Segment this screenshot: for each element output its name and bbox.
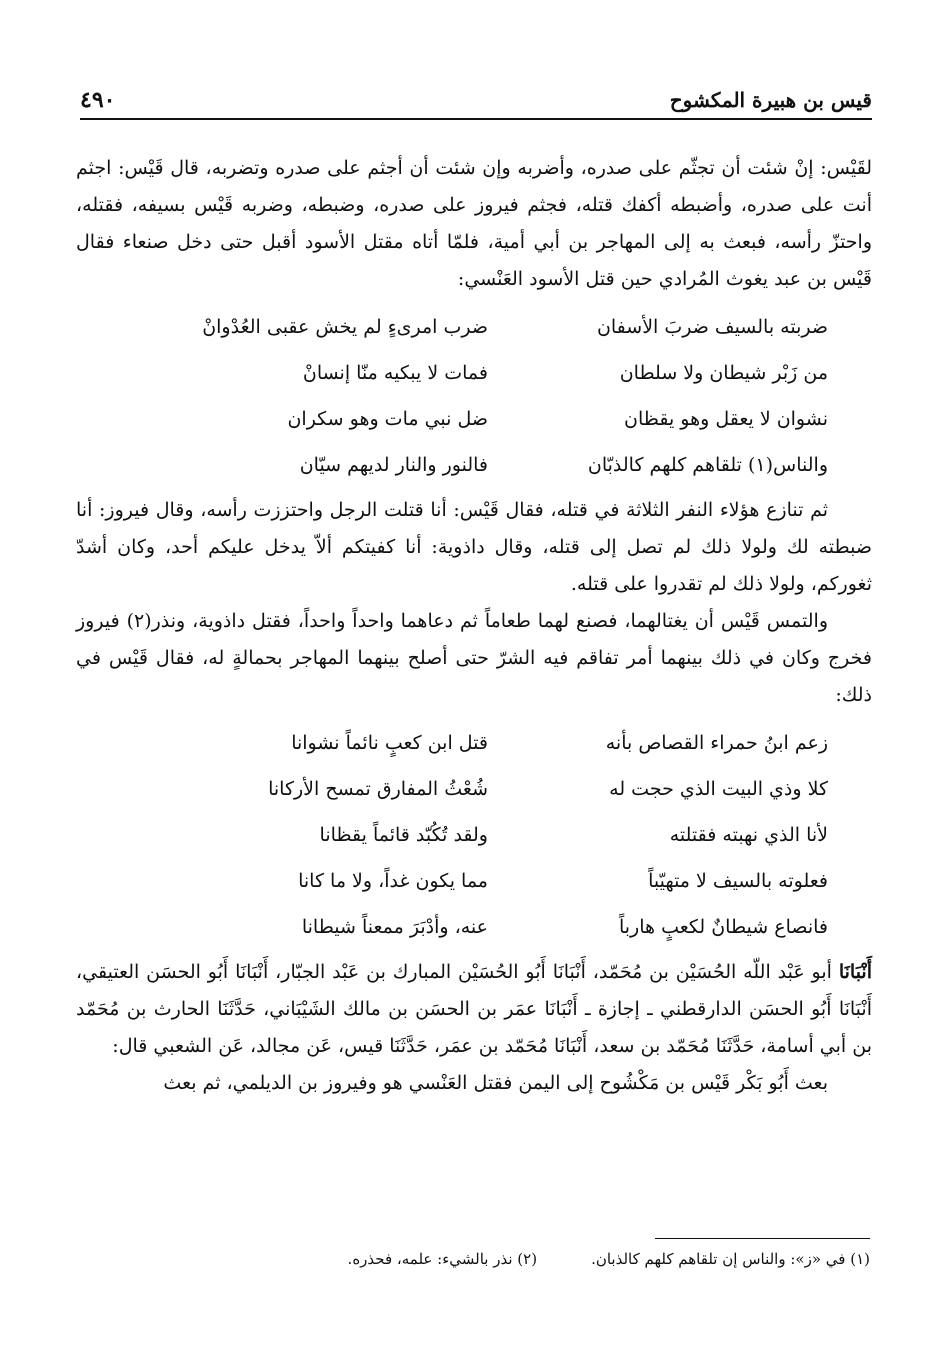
verse-line <box>76 720 872 766</box>
hemistich-second: ضل نبي مات وهو سكران <box>287 407 488 430</box>
paragraph-3: والتمس قَيْس أن يغتالهما، فصنع لهما طعاماً ثم دعاهما واحداً واحداً، فقتل داذوية، ونذر(٢) فيروز فخرج وكان في ذلك بينهما أمر تفاقم فيه الشرّ حتى أصلح بينهما المهاجر بحمالةٍ له، فقال قَيْس في ذلك: <box>76 610 872 706</box>
hemistich-second: فمات لا يبكيه منّا إنسانْ <box>302 361 488 384</box>
verse-line <box>76 442 872 488</box>
hemistich-second: مما يكون غداً، ولا ما كانا <box>298 869 488 892</box>
poem-2 <box>76 720 872 950</box>
verse-line <box>76 304 872 350</box>
verse-line <box>76 812 872 858</box>
verse-line <box>76 858 872 904</box>
hemistich-second: قتل ابن كعبٍ نائماً نشوانا <box>291 731 488 754</box>
footnote-divider <box>655 1238 870 1239</box>
hemistich-first: فانصاع شيطانٌ لكعبٍ هارباً <box>618 915 828 938</box>
paragraph-2: ثم تنازع هؤلاء النفر الثلاثة في قتله، فقال قَيْس: أنا قتلت الرجل واحتززت رأسه، وقال فيروز: أنا ضبطته لك ولولا ذلك لم تصل إلى قتله، وقال داذوية: أنا كفيتكم ألاّ يدخل عليكم أحد، وكان أشدّ ثغوركم، ولولا ذلك لم تقدروا على قتله. <box>76 499 872 595</box>
chapter-title: قيس بن هبيرة المكشوح <box>669 88 872 112</box>
hemistich-first: زعم ابنُ حمراء القصاص بأنه <box>605 731 828 754</box>
hemistich-second: فالنور والنار لديهم سيّان <box>299 453 488 476</box>
hemistich-second: ولقد تُكُبّد قائماً يقظانا <box>319 823 488 846</box>
hemistich-second: عنه، وأدْبَرَ ممعناً شيطانا <box>301 915 488 938</box>
hemistich-second: ضرب امرىءٍ لم يخش عقبى العُدْوانْ <box>202 315 488 338</box>
paragraph-4 <box>76 954 872 1065</box>
verse-line <box>76 350 872 396</box>
verse-line <box>76 396 872 442</box>
hemistich-first: فعلوته بالسيف لا متهيّباً <box>648 869 828 892</box>
hemistich-first: نشوان لا يعقل وهو يقظان <box>624 407 828 430</box>
running-header <box>80 82 872 120</box>
hemistich-second: شُعْثُ المفارق تمسح الأركانا <box>268 777 488 800</box>
footnote-1: (١) في «ز»: والناس إن تلقاهم كلهم كالذبان. <box>591 1250 870 1268</box>
footnote-2: (٢) نذر بالشيء: علمه، فحذره. <box>347 1250 538 1268</box>
verse-line <box>76 904 872 950</box>
page-number: ٤٩٠ <box>80 87 116 113</box>
footnotes <box>160 1250 870 1268</box>
isnad-lead: أَنْبَانَا <box>838 961 872 983</box>
hemistich-first: لأنا الذي نهبته فقتلته <box>669 823 828 846</box>
hemistich-first: كلا وذي البيت الذي حجت له <box>609 777 828 800</box>
paragraph-1: لقَيْس: إنْ شئت أن تجثّم على صدره، وأضربه وإن شئت أن أجثم على صدره وتضربه، قال قَيْس: اجثم أنت على صدره، وأضبطه أكفك قتله، فجثم فيروز على صدره، وضبطه، وضربه قَيْس بسيفه، فقتله، واحتزّ رأسه، فبعث به إلى المهاجر بن أبي أمية، فلمّا أتاه مقتل الأسود أقبل حتى دخل صنعاء فقال قَيْس بن عبد يغوث المُرادي حين قتل الأسود العَنْسي: <box>76 157 872 290</box>
hemistich-first: من زَبْر شيطان ولا سلطان <box>619 361 828 384</box>
paragraph-5: بعث أَبُو بَكْر قَيْس بن مَكْشُوح إلى اليمن فقتل العَنْسي هو وفيروز بن الديلمي، ثم بعث <box>163 1072 828 1094</box>
hemistich-first: ضربته بالسيف ضربَ الأسفان <box>596 315 828 338</box>
poem-1 <box>76 304 872 488</box>
hemistich-first: والناس(١) تلقاهم كلهم كالذبّان <box>587 453 828 476</box>
isnad-text: أبو عَبْد اللّه الحُسَيْن بن مُحَمّد، أَنْبَانَا أَبُو الحُسَيْن المبارك بن عَبْد الجبّار، أَنْبَانَا أَبُو الحسَن العتيقي، أَنْبَانَا أَبُو الحسَن الدارقطني ـ إجازة ـ أَنْبَانَا عمَر بن الحسَن بن مالك الشَيْبَاني، حَدَّثَنَا الحارث بن مُحَمّد بن أبي أسامة، حَدَّثَنَا مُحَمّد بن سعد، أَنْبَانَا مُحَمّد بن عمَر، حَدَّثَنَا قيس، عَن مجالد، عَن الشعبي قال: <box>76 961 872 1057</box>
verse-line <box>76 766 872 812</box>
main-text <box>76 150 872 1102</box>
